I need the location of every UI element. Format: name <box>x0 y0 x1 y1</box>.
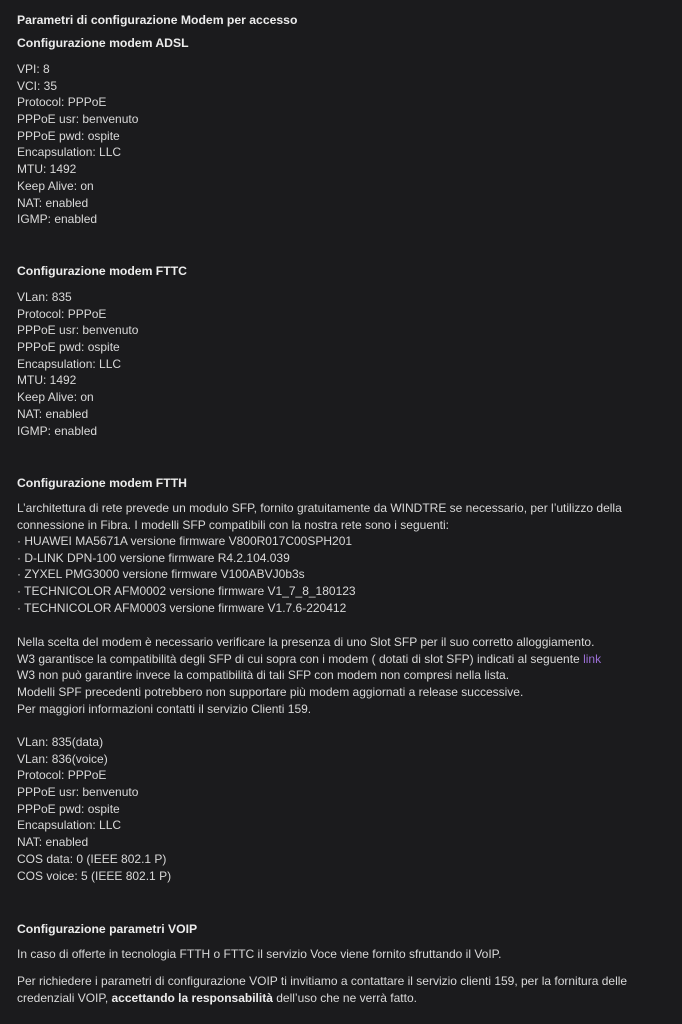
param-item: NAT: enabled <box>17 195 89 210</box>
ftth-notes <box>17 634 672 718</box>
voip-text: credenziali VOIP, <box>17 990 112 1005</box>
ftth-heading: Configurazione modem FTTH <box>17 476 187 490</box>
page-title: Parametri di configurazione Modem per accesso <box>17 13 298 27</box>
param-item: PPPoE pwd: ospite <box>17 340 120 355</box>
voip-heading: Configurazione parametri VOIP <box>17 922 198 936</box>
param-item: VLan: 836(voice) <box>17 751 108 766</box>
sfp-model-item: · TECHNICOLOR AFM0002 versione firmware V1_7_8_180123 <box>17 584 356 599</box>
param-item: PPPoE usr: benvenuto <box>17 323 139 338</box>
sfp-model-item: · ZYXEL PMG3000 versione firmware V100ABVJ0b3s <box>17 567 305 582</box>
param-item: COS voice: 5 (IEEE 802.1 P) <box>17 868 172 883</box>
sfp-model-list <box>17 533 356 616</box>
ftth-params <box>17 734 171 884</box>
voip-paragraph-line: Per richiedere i parametri di configurazione VOIP ti invitiamo a contattare il servizio clienti 159, per la fornitura delle <box>17 974 628 988</box>
param-item: MTU: 1492 <box>17 373 77 388</box>
sfp-model-item: · D-LINK DPN-100 versione firmware R4.2.104.039 <box>17 550 290 565</box>
param-item: Encapsulation: LLC <box>17 145 122 160</box>
adsl-heading: Configurazione modem ADSL <box>17 36 189 50</box>
voip-bold-text: accettando la responsabilità <box>111 990 273 1005</box>
param-item: COS data: 0 (IEEE 802.1 P) <box>17 851 167 866</box>
param-item: Protocol: PPPoE <box>17 95 107 110</box>
param-item: Protocol: PPPoE <box>17 768 107 783</box>
ftth-note: Nella scelta del modem è necessario verificare la presenza di uno Slot SFP per il suo corretto alloggiamento. <box>17 635 595 649</box>
ftth-note: Modelli SPF precedenti potrebbero non supportare più modem aggiornati a release successive. <box>17 685 524 700</box>
param-item: NAT: enabled <box>17 835 89 850</box>
sfp-model-item: · TECHNICOLOR AFM0003 versione firmware V1.7.6-220412 <box>17 600 347 615</box>
param-item: NAT: enabled <box>17 406 89 421</box>
voip-paragraph-line <box>17 990 672 1007</box>
fttc-params <box>17 289 138 439</box>
param-item: MTU: 1492 <box>17 162 77 177</box>
ftth-note-text: W3 garantisce la compatibilità degli SFP di cui sopra con i modem ( dotati di slot SFP) indicati al seguente <box>17 651 584 666</box>
compatibility-link[interactable]: link <box>583 651 602 666</box>
param-item: Keep Alive: on <box>17 390 94 405</box>
param-item: Encapsulation: LLC <box>17 356 122 371</box>
ftth-note: W3 non può garantire invece la compatibilità di tali SFP con modem non compresi nella lista. <box>17 668 510 683</box>
voip-paragraph-1: In caso di offerte in tecnologia FTTH o FTTC il servizio Voce viene fornito sfruttando il VoIP. <box>17 947 502 961</box>
param-item: VLan: 835 <box>17 290 72 304</box>
param-item: PPPoE usr: benvenuto <box>17 785 139 800</box>
sfp-model-item: · HUAWEI MA5671A versione firmware V800R017C00SPH201 <box>17 534 353 548</box>
voip-text: dell’uso che ne verrà fatto. <box>272 990 417 1005</box>
ftth-intro <box>17 500 672 533</box>
ftth-intro-line: connessione in Fibra. I modelli SFP compatibili con la nostra rete sono i seguenti: <box>17 517 450 532</box>
param-item: Protocol: PPPoE <box>17 306 107 321</box>
param-item: VLan: 835(data) <box>17 735 104 749</box>
param-item: PPPoE pwd: ospite <box>17 801 120 816</box>
ftth-note <box>17 651 672 668</box>
voip-paragraph-2 <box>17 973 672 1006</box>
fttc-heading: Configurazione modem FTTC <box>17 264 187 278</box>
ftth-intro-line: L’architettura di rete prevede un modulo SFP, fornito gratuitamente da WINDTRE se necessario, per l’utilizzo della <box>17 501 622 515</box>
param-item: VCI: 35 <box>17 78 58 93</box>
param-item: PPPoE usr: benvenuto <box>17 112 139 127</box>
param-item: PPPoE pwd: ospite <box>17 128 120 143</box>
param-item: IGMP: enabled <box>17 423 98 438</box>
param-item: VPI: 8 <box>17 62 50 76</box>
param-item: IGMP: enabled <box>17 212 98 227</box>
param-item: Keep Alive: on <box>17 178 94 193</box>
ftth-note: Per maggiori informazioni contatti il servizio Clienti 159. <box>17 701 312 716</box>
adsl-params <box>17 61 138 228</box>
param-item: Encapsulation: LLC <box>17 818 122 833</box>
